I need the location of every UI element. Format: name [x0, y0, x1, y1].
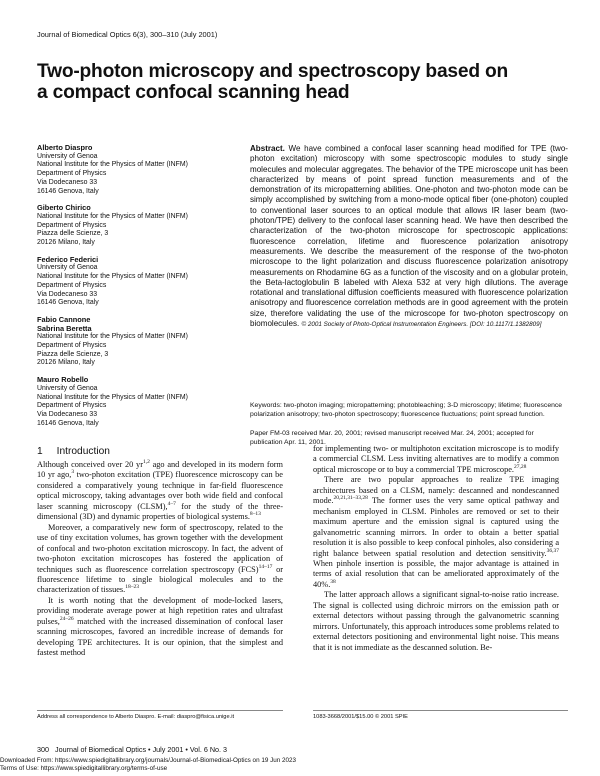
affiliation-line: National Institute for the Physics of Matter (INFM) [37, 333, 188, 341]
correspondence-footnote: Address all correspondence to Alberto Diaspro. E-mail: diaspro@fisica.unige.it [37, 714, 235, 720]
terms-line: Terms of Use: https://www.spiedigitallibrary.org/terms-of-use [0, 764, 168, 772]
body-paragraph: The latter approach allows a significant signal-to-noise ratio increase. The signal is collected using dichroic mirrors on the emission path or external detectors without passing through the galvanometric scanning mirrors. Unfortunately, this approach introduces some problems related to external detectors positioning and environmental light noise. This means that it is not immediate as the descanned solution. Be- [313, 590, 559, 652]
body-paragraph: Although conceived over 20 yr$^{1,2}$ ago and developed in its modern form 10 yr ago,$^3$ two-photon excitation (TPE) fluorescence microscopy can be considered a comparatively young technique in far-field fluorescence optical microscopy, taking advantages over both wide field and confocal laser scanning microscopy (CLSM),$^{4-7}$ for the study of the three-dimensional (3D) and dynamic properties of biological systems.$^{8-13}$ [37, 459, 283, 522]
affiliation-line: Via Dodecaneso 33 [37, 290, 98, 298]
affiliation-line: 16146 Genova, Italy [37, 187, 99, 195]
affiliation-line: University of Genoa [37, 152, 98, 160]
affiliation-line: 20126 Milano, Italy [37, 359, 95, 367]
body-paragraph: There are two popular approaches to realize TPE imaging architectures based on a CLSM, namely: descanned and nondescanned mode.$^{20,21,31-33,28}$ The former uses the very same optical pathway and mechanism employed in CLSM. Pinholes are removed or set to their maximum aperture and the emission signal is captured using the galvanometric scanning mirrors. In order to obtain a better spatial resolution it is also possible to keep confocal pinholes, also considering a right balance between spatial resolution and detection sensitivity.$^{36,37}$ When pinhole insertion is possible, the major advantage is attained in terms of axial resolution that can be ameliorated approximately of the 40%.$^{38}$ [313, 475, 559, 589]
footnote-rule [313, 710, 568, 711]
affiliation-line: Via Dodecaneso 33 [37, 178, 98, 186]
author-name: Mauro Robello [37, 375, 89, 385]
download-notice [0, 757, 296, 772]
author-name: Federico Federici [37, 254, 99, 264]
body-paragraph: for implementing two- or multiphoton excitation microscope is to modify a commercial CLSM. Less inviting alternatives are to modify a common optical microscope or to buy a commercial TPE microscope.$^{27,28}$ [313, 444, 559, 474]
download-line: Downloaded From: https://www.spiedigitallibrary.org/journals/Journal-of-Biomedical-Optics on 19 Jun 2023 [0, 757, 296, 764]
abstract-text: We have combined a confocal laser scanning head modified for TPE (two-photon excitation) microscopy with some spectroscopic modules to study single molecules and molecular aggregates. The behavior of the TPE microscope unit has been characterized by means of point spread function measurements and of the demonstration of its micropatterning abilities. One-photon and two-photon mode can be simply accomplished by switching from a mono-mode optical fiber (one-photon) coupled to conventional laser sources to an optical module that allows IR laser beam (two-photon/TPE) delivery to the confocal laser scanning head. We have then described the characterization of the two-photon microscope for spectroscopic applications: fluorescence correlation, lifetime and fluorescence polarization anisotropy measurements. We describe the measurement of the response of the two-photon microscope to the light polarization and discuss fluorescence polarization anisotropy measurements on Rhodamine 6G as a function of the viscosity and on a globular protein, the Beta-lactoglobulin B labeled with Alexa 532 at very high dilutions. The average rotational and translational diffusion coefficients measured with fluorescence polarization anisotropy and fluorescence correlation methods are in good agreement with the protein size, therefore validating the use of the microscope for two-photon spectroscopy on biomolecules. [250, 144, 568, 329]
body-column-left [37, 460, 283, 659]
received-dates: Paper FM-03 received Mar. 20, 2001; revised manuscript received Mar. 24, 2001; accepted for publication Apr. 11, 2001. [250, 430, 534, 446]
issn-line: 1083-3668/2001/$15.00 © 2001 SPIE [313, 714, 408, 720]
abstract [250, 144, 568, 330]
abstract-label: Abstract. [250, 144, 285, 153]
body-paragraph: Moreover, a comparatively new form of spectroscopy, related to the use of tiny excitation volumes, has grown together with the development of confocal and two-photon excitation microscopy. In fact, the advent of two-photon excitation microscopes has fostered the application of techniques such as fluorescence correlation spectroscopy (FCS)$^{14-17}$ or fluorescence lifetime to single biological molecules and to the characterization of tissues.$^{18-23}$ [37, 522, 283, 595]
affiliation-line: Via Dodecaneso 33 [37, 410, 98, 418]
author-block [37, 376, 217, 428]
affiliation-line: 16146 Genova, Italy [37, 299, 99, 307]
body-column-right [313, 444, 559, 653]
author-block [37, 316, 217, 368]
affiliation-line: Department of Physics [37, 221, 107, 229]
affiliation-line: Piazza delle Scienze, 3 [37, 350, 109, 358]
section-number: 1 [37, 446, 43, 457]
affiliation-line: 16146 Genova, Italy [37, 419, 99, 427]
keywords: Keywords: two-photon imaging; micropatterning; photobleaching; 3-D microscopy; lifetime; fluorescence polarization anisotropy; two-photon spectroscopy; fluorescence fluctuations; point spread function. [250, 402, 563, 418]
affiliation-line: Department of Physics [37, 342, 107, 350]
journal-header: Journal of Biomedical Optics 6(3), 300–310 (July 2001) [37, 30, 218, 39]
author-name: Giberto Chirico [37, 203, 91, 213]
affiliation-line: Department of Physics [37, 170, 107, 178]
author-block [37, 204, 217, 248]
affiliation-line: Piazza delle Scienze, 3 [37, 230, 109, 238]
affiliation-line: National Institute for the Physics of Matter (INFM) [37, 212, 188, 220]
author-block [37, 256, 217, 308]
affiliation-line: Department of Physics [37, 402, 107, 410]
footnote-rule [37, 710, 283, 711]
affiliation-line: University of Genoa [37, 384, 98, 392]
copyright-notice: © 2001 Society of Photo-Optical Instrumentation Engineers. [DOI: 10.1117/1.1382809] [301, 321, 542, 329]
author-name: Alberto Diaspro [37, 143, 93, 152]
body-paragraph: It is worth noting that the development of mode-locked lasers, providing moderate average power at high repetition rates and ultrafast pulses,$^{24-26}$ matched with the increased dissemination of confocal laser scanning microscopes, favored an incredible increase of demands for developing TPE architectures. It is our opinion, that the simplest and fastest method [37, 595, 283, 658]
affiliation-line: National Institute for the Physics of Matter (INFM) [37, 273, 188, 281]
affiliation-line: National Institute for the Physics of Matter (INFM) [37, 161, 188, 169]
section-heading [37, 446, 110, 457]
affiliation-line: University of Genoa [37, 264, 98, 272]
affiliation-line: Department of Physics [37, 281, 107, 289]
affiliation-line: National Institute for the Physics of Matter (INFM) [37, 393, 188, 401]
affiliation-line: 20126 Milano, Italy [37, 239, 95, 247]
page-folio: 300 Journal of Biomedical Optics • July 2001 • Vol. 6 No. 3 [37, 745, 228, 754]
author-list [37, 144, 217, 436]
author-block [37, 144, 217, 196]
section-title: Introduction [56, 446, 110, 457]
article-title: Two-photon microscopy and spectroscopy based on a compact confocal scanning head [37, 61, 509, 103]
author-name: Fabio Cannone Sabrina Beretta [37, 314, 92, 333]
